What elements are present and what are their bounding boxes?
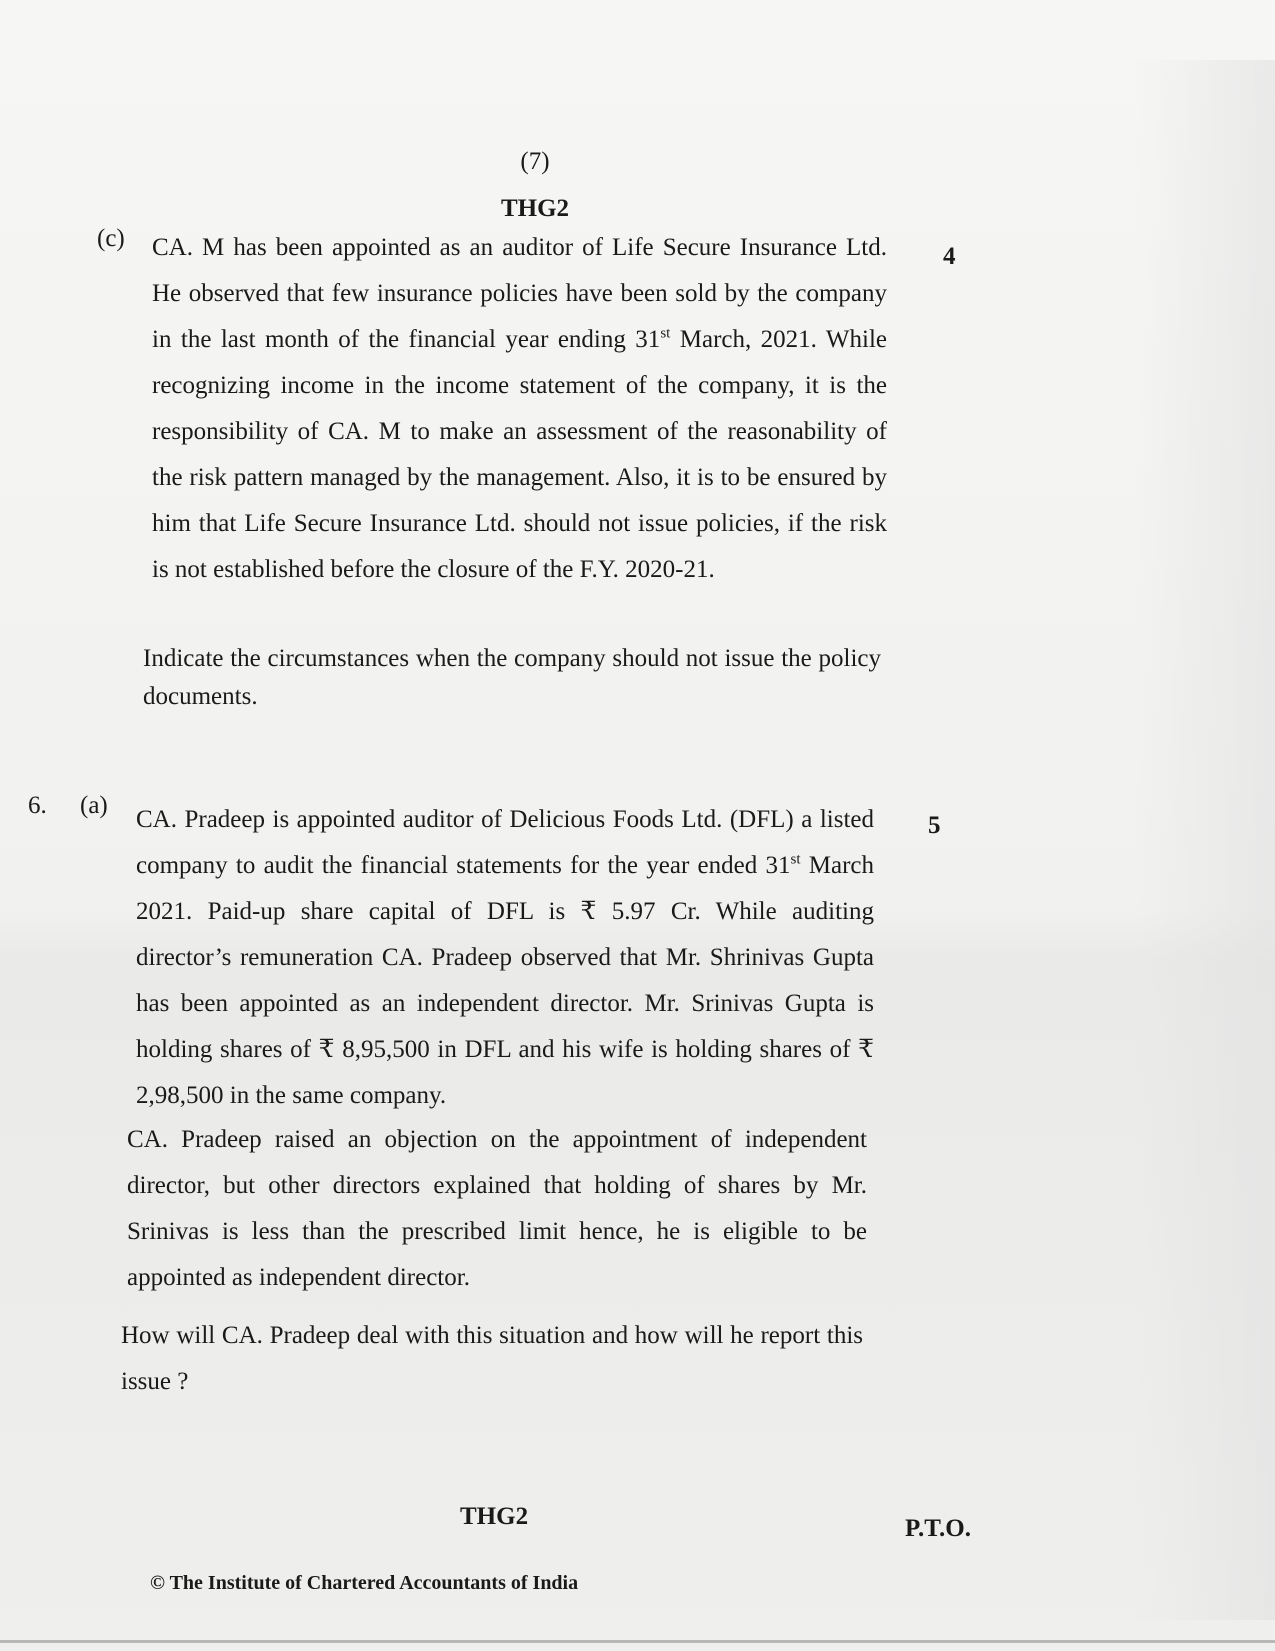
please-turn-over: P.T.O.	[905, 1515, 971, 1542]
question-6-number: 6.	[28, 792, 47, 819]
question-6a-marks: 5	[928, 812, 941, 839]
question-6a-body	[136, 797, 874, 1119]
question-6a-text-b: March 2021. Paid-up share capital of DFL is ₹ 5.97 Cr. While auditing director’s remuneration CA. Pradeep observed that Mr. Shrinivas Gupta has been appointed as an independent director. Mr. Srinivas Gupta is holding shares of ₹ 8,95,500 in DFL and his wife is holding shares of ₹ 2,98,500 in the same company.	[136, 852, 874, 1109]
page-number: (7)	[520, 148, 550, 175]
ordinal-suffix: st	[790, 851, 801, 868]
copyright-notice: © The Institute of Chartered Accountants of India	[150, 1572, 579, 1594]
question-5c-label: (c)	[97, 225, 125, 252]
question-6a-objection: CA. Pradeep raised an objection on the appointment of independent director, but other directors explained that holding of shares by Mr. Srinivas is less than the prescribed limit hence, he is eligible to be appointed as independent director.	[127, 1126, 867, 1291]
question-5c-text-b: March, 2021. While recognizing income in the income statement of the company, it is the responsibility of CA. M to make an assessment of the reasonability of the risk pattern managed by the management. Also, it is to be ensured by him that Life Secure Insurance Ltd. should not issue policies, if the risk is not established before the closure of the F.Y. 2020-21.	[152, 326, 887, 583]
paper-code-footer: THG2	[460, 1503, 529, 1530]
question-6a-text-a: CA. Pradeep is appointed auditor of Delicious Foods Ltd. (DFL) a listed company to audit the financial statements for the year ended 31	[136, 806, 874, 879]
bottom-edge	[0, 1640, 1275, 1643]
question-5c-text-a: CA. M has been appointed as an auditor of Life Secure Insurance Ltd. He observed that few insurance policies have been sold by the company in the last month of the financial year ending 31	[152, 234, 887, 353]
question-5c-instruction: Indicate the circumstances when the company should not issue the policy documents.	[143, 645, 881, 710]
paper-code-header: THG2	[500, 195, 570, 222]
ordinal-suffix: st	[660, 325, 671, 342]
question-6a-label: (a)	[80, 792, 108, 819]
question-5c-body	[152, 225, 887, 593]
scan-shadow	[1135, 60, 1275, 1620]
question-6a-task: How will CA. Pradeep deal with this situation and how will he report this issue ?	[121, 1322, 863, 1395]
question-5c-marks: 4	[943, 243, 956, 270]
